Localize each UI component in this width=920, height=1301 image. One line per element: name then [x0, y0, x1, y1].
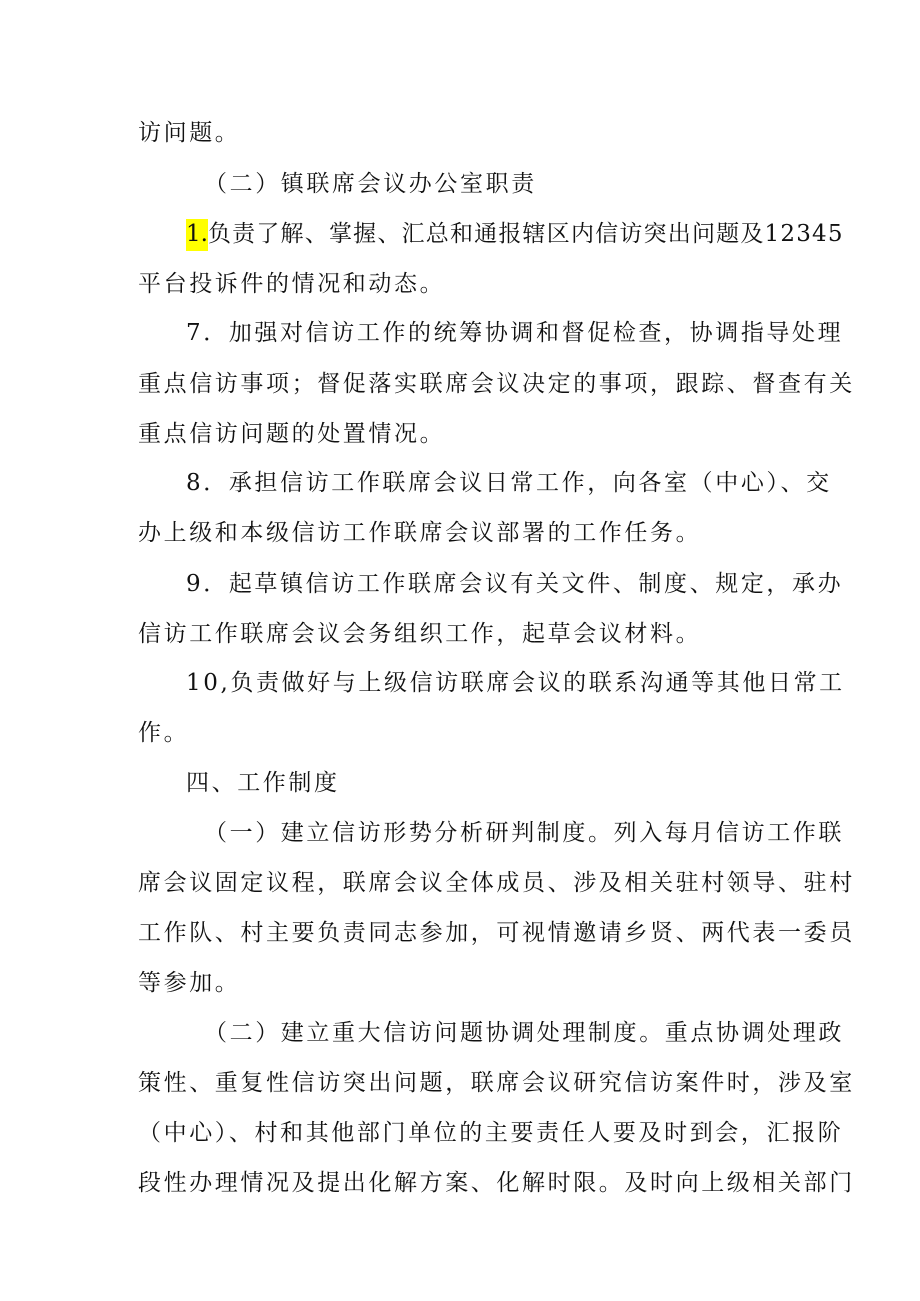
- text-line: 办上级和本级信访工作联席会议部署的工作任务。: [138, 520, 702, 546]
- highlight-mark: 1.: [186, 219, 208, 251]
- section-heading: （二）镇联席会议办公室职责: [204, 171, 537, 197]
- text-line: （中心）、村和其他部门单位的主要责任人要及时到会，汇报阶: [138, 1120, 844, 1146]
- text-line: 信访工作联席会议会务组织工作，起草会议材料。: [138, 621, 702, 647]
- text-line: 作。: [138, 720, 190, 746]
- text-line: 重点信访事项；督促落实联席会议决定的事项，跟踪、督查有关: [138, 371, 855, 397]
- text-line: 7．加强对信访工作的统筹协调和督促检查，协调指导处理: [186, 320, 844, 346]
- text-line: 重点信访问题的处置情况。: [138, 421, 446, 447]
- text-line: 策性、重复性信访突出问题，联席会议研究信访案件时，涉及室: [138, 1070, 855, 1096]
- text-line: 10,负责做好与上级信访联席会议的联系沟通等其他日常工: [186, 670, 845, 696]
- text-line: [186, 219, 844, 249]
- section-heading: 四、工作制度: [186, 770, 340, 796]
- text-fragment: 负责了解、掌握、汇总和通报辖区内信访突出问题及12345: [207, 221, 844, 247]
- text-line: 平台投诉件的情况和动态。: [138, 271, 446, 297]
- text-line: （一）建立信访形势分析研判制度。列入每月信访工作联: [204, 820, 844, 846]
- text-line: （二）建立重大信访问题协调处理制度。重点协调处理政: [204, 1020, 844, 1046]
- text-line: 等参加。: [138, 970, 241, 996]
- text-line: 9．起草镇信访工作联席会议有关文件、制度、规定，承办: [186, 571, 844, 597]
- text-line: 工作队、村主要负责同志参加，可视情邀请乡贤、两代表一委员: [138, 920, 855, 946]
- text-line: 8．承担信访工作联席会议日常工作，向各室（中心）、交: [186, 470, 832, 496]
- text-line: 席会议固定议程，联席会议全体成员、涉及相关驻村领导、驻村: [138, 870, 855, 896]
- text-line: 段性办理情况及提出化解方案、化解时限。及时向上级相关部门: [138, 1170, 855, 1196]
- text-line: 访问题。: [138, 120, 241, 146]
